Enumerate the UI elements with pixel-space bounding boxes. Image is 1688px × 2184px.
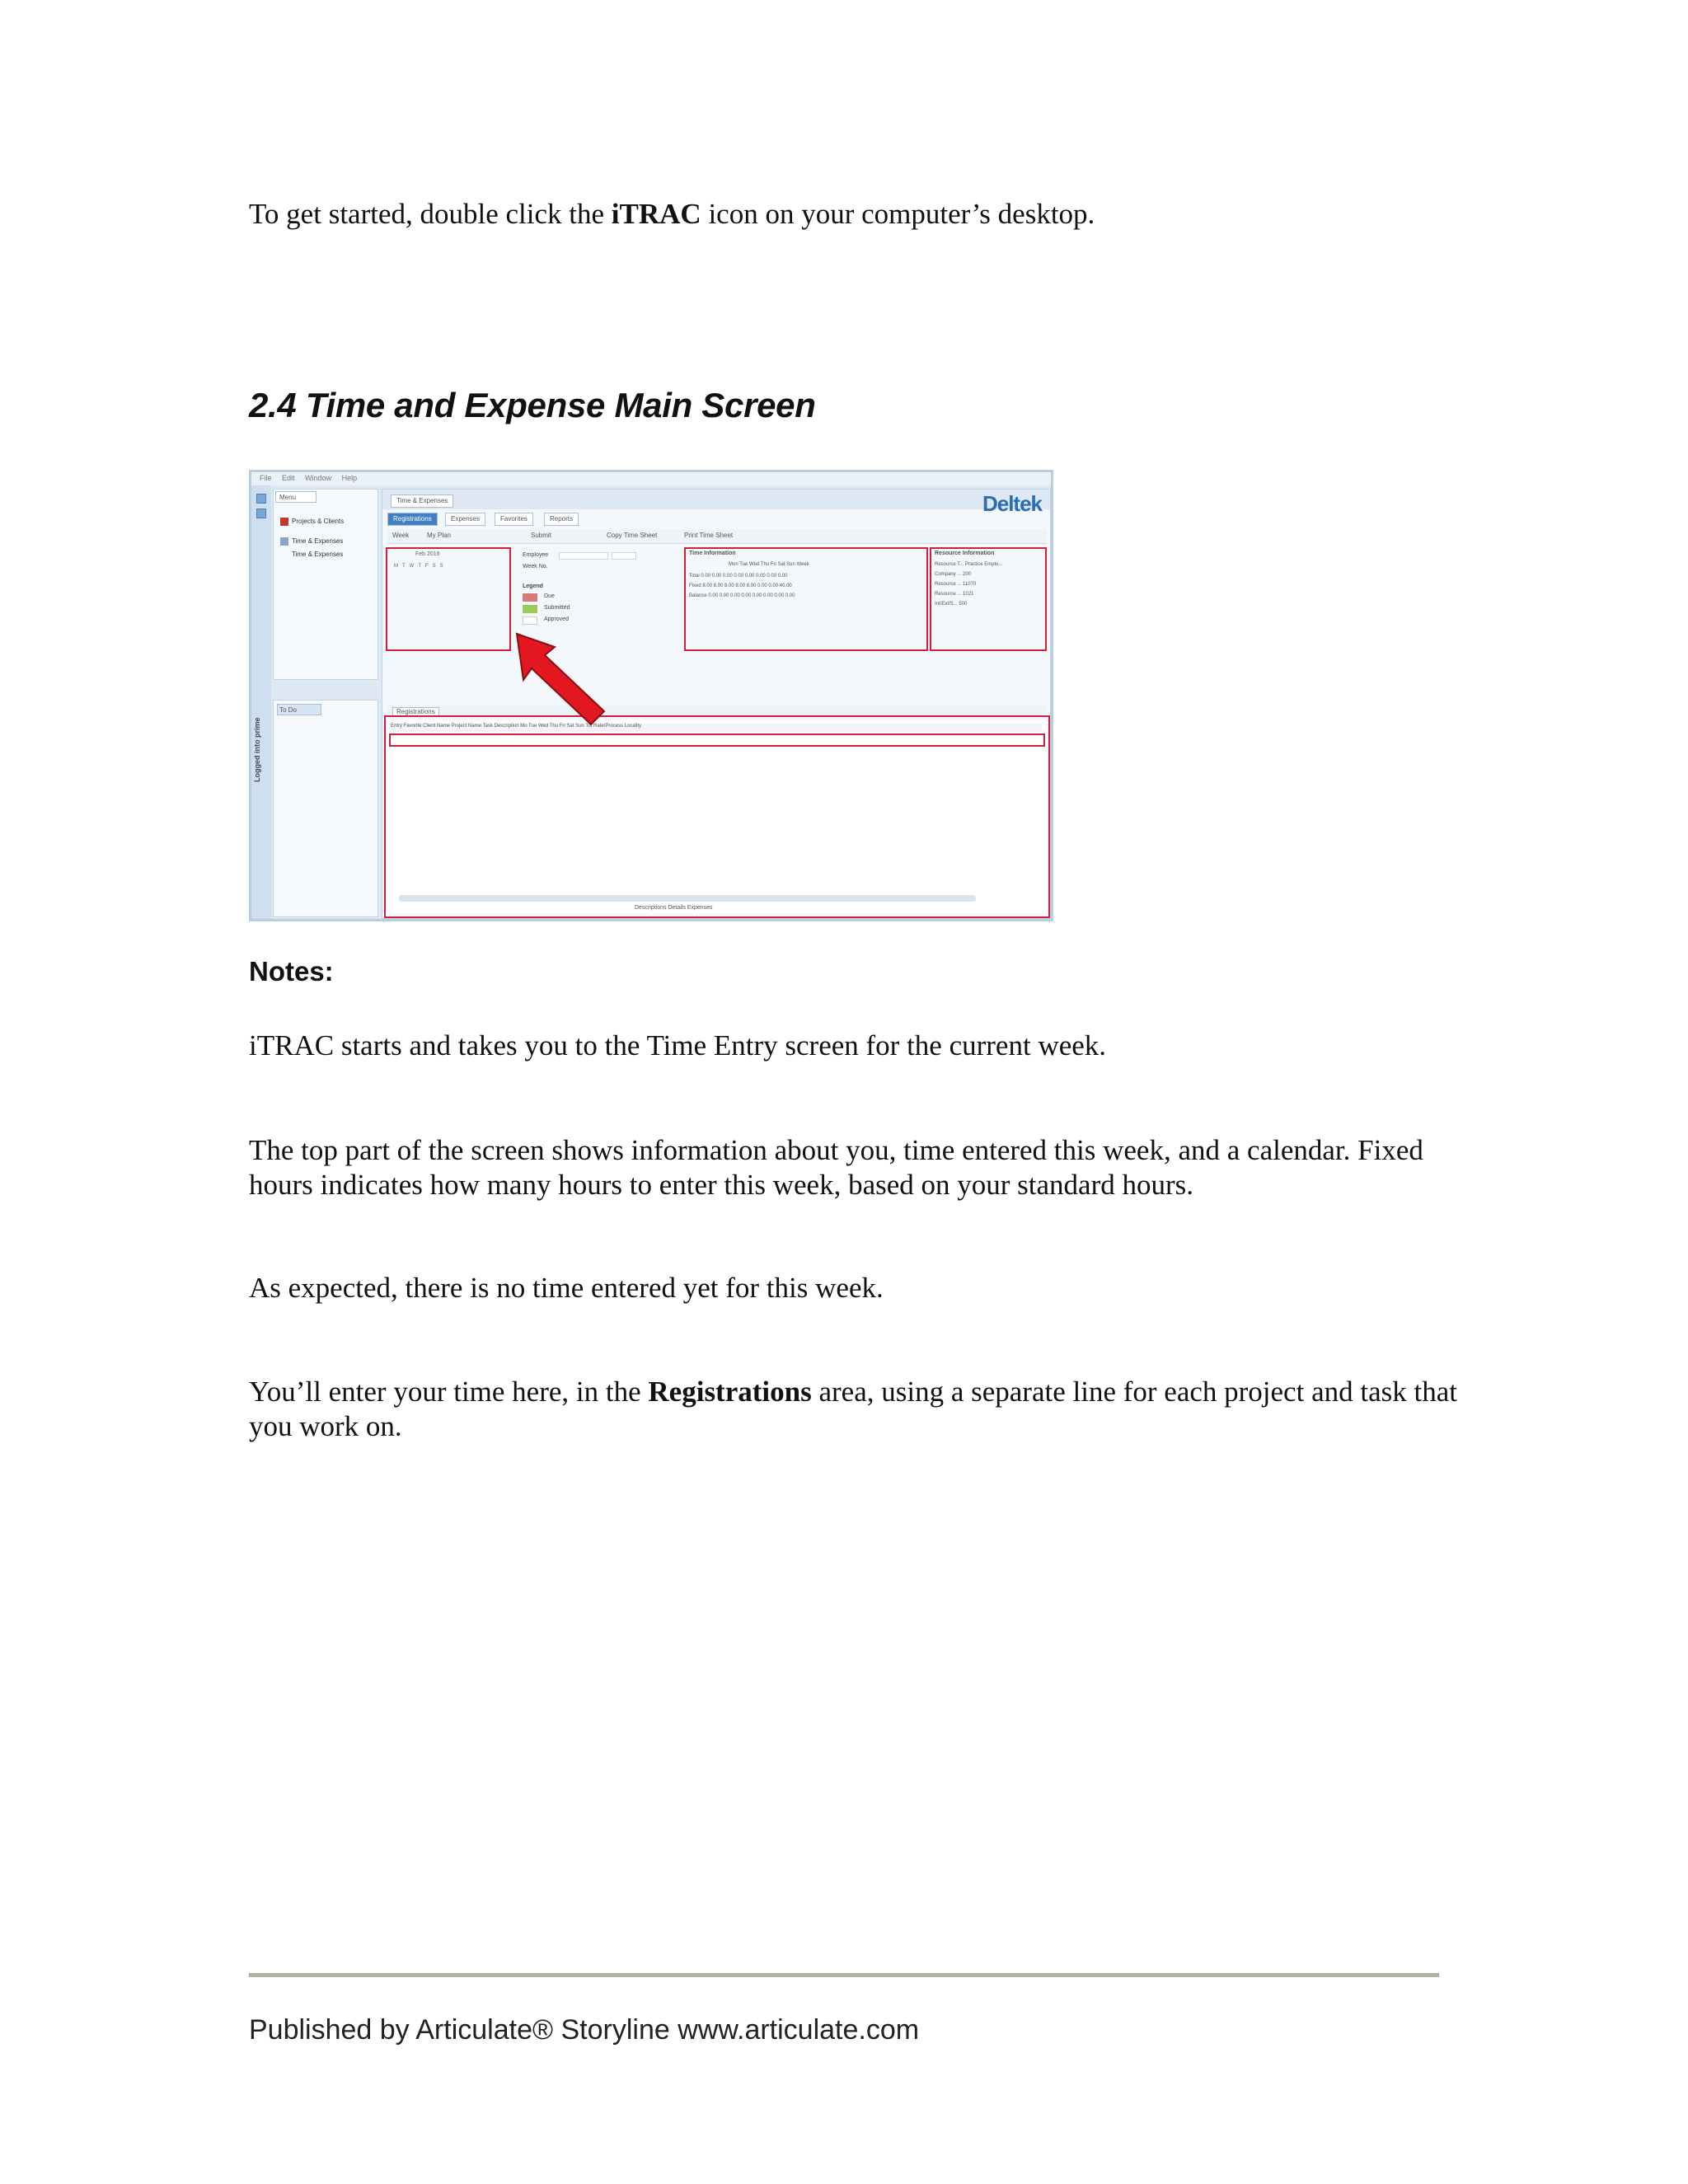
note-paragraph-3: As expected, there is no time entered yet for this week. (249, 1272, 884, 1304)
resource-info-row: Resource ... 11070 (935, 582, 977, 587)
resource-info-row: Int/Ext/S... 500 (935, 602, 968, 607)
legend-submitted-swatch (523, 605, 537, 613)
todo-tab[interactable]: To Do (277, 704, 321, 715)
menu-edit[interactable]: Edit (282, 474, 295, 482)
resource-info-title: Resource Information (935, 551, 995, 556)
note-paragraph-2: The top part of the screen shows information about you, time entered this week, and a calendar. Fixed hours indicates how many hours to enter this week, based on your standard hours. (249, 1134, 1423, 1201)
resource-info-row: Company ... 200 (935, 572, 972, 577)
grid-new-row[interactable] (389, 733, 1045, 747)
clock-icon (280, 537, 288, 546)
menu-tab[interactable]: Menu (275, 491, 316, 503)
intro-post: icon on your computer’s desktop. (701, 198, 1095, 230)
menu-item-time-expenses-sub[interactable] (292, 551, 343, 558)
time-info-title: Time Information (689, 551, 736, 556)
legend-due-text: Due (544, 593, 555, 599)
deltek-logo: Deltek (982, 491, 1042, 516)
week-button[interactable]: Week (392, 532, 410, 539)
subtab-favorites[interactable]: Favorites (495, 513, 533, 526)
resource-info-row: Resource ... 1021 (935, 592, 974, 597)
grid-bottom-tabs[interactable]: Descriptions Details Expenses (635, 905, 713, 911)
registrations-grid[interactable] (387, 720, 1047, 913)
time-toolbar (387, 529, 1047, 544)
time-info-row-fixed: Fixed 8.00 8.00 8.00 8.00 8.00 0.00 0.00 40.00 (689, 583, 792, 588)
employee-id-field[interactable] (612, 552, 636, 560)
notes-heading: Notes: (249, 956, 334, 987)
week-no-label: Week No. (523, 564, 548, 569)
menu-item-label: Time & Expenses (292, 551, 344, 558)
menu-item-projects[interactable] (280, 518, 344, 526)
time-info-row-total: Total 0.00 0.00 0.00 0.00 0.00 0.00 0.00 0.00 (689, 574, 788, 579)
side-label: Logged into prime (253, 717, 261, 782)
employee-field[interactable] (559, 552, 608, 560)
footer-rule (249, 1973, 1439, 1977)
time-expense-main (382, 489, 1051, 919)
subtab-reports[interactable]: Reports (544, 513, 579, 526)
subtab-registrations[interactable]: Registrations (387, 513, 438, 526)
document-tabstrip (382, 490, 1050, 516)
menu-panel (273, 489, 378, 680)
submit-button[interactable]: Submit (531, 532, 551, 539)
menu-item-time-expenses[interactable] (280, 537, 343, 546)
legend-label: Legend (523, 583, 543, 589)
subtabs (387, 513, 1047, 527)
employee-label: Employee (523, 552, 549, 558)
rail-pin-icon[interactable] (256, 494, 266, 504)
note-4-pre: You’ll enter your time here, in the (249, 1376, 649, 1408)
grid-hscroll[interactable] (399, 895, 976, 902)
intro-pre: To get started, double click the (249, 198, 612, 230)
tab-time-expenses[interactable]: Time & Expenses (391, 494, 453, 508)
rail-info-icon[interactable] (256, 509, 266, 518)
note-paragraph-1: iTRAC starts and takes you to the Time Entry screen for the current week. (249, 1029, 1107, 1062)
app-menubar (251, 472, 1051, 485)
grid-tab-registrations[interactable]: Registrations (392, 707, 439, 716)
legend-due-swatch (523, 593, 537, 602)
itrac-screenshot (249, 470, 1053, 921)
menu-item-label: Projects & Clients (292, 518, 345, 526)
legend-submitted-text: Submitted (544, 605, 570, 611)
print-timesheet-button[interactable]: Print Time Sheet (684, 532, 734, 539)
intro-text (249, 196, 1095, 232)
menu-window[interactable]: Window (305, 474, 332, 482)
grid-header: Entry Favorite Client Name Project Name Task Description Mo Tue Wed Thu Fri Sat Sun Tot Rate/Process Locality (391, 724, 1042, 732)
my-plan-button[interactable]: My Plan (427, 532, 451, 539)
note-paragraph-4 (249, 1375, 1469, 1444)
time-info-row-balance: Balance 0.00 0.00 0.00 0.00 0.00 0.00 0.00 0.00 (689, 593, 795, 598)
time-info-header: Mon Tue Wed Thu Fri Sat Sun Week (729, 562, 809, 567)
red-arrow-icon (512, 632, 611, 731)
menu-file[interactable]: File (260, 474, 272, 482)
resource-info-row: Resource T... Practice Emplo... (935, 562, 1003, 567)
footer-text: Published by Articulate® Storyline www.articulate.com (249, 2014, 920, 2046)
legend-approved-swatch (523, 616, 537, 625)
intro-bold: iTRAC (611, 198, 701, 230)
projects-icon (280, 518, 288, 526)
menu-item-label: Time & Expenses (292, 537, 344, 546)
note-4-post: area, using a separate line for each project and task that you work on. (249, 1376, 1457, 1442)
menu-help[interactable]: Help (341, 474, 358, 482)
subtab-expenses[interactable]: Expenses (445, 513, 485, 526)
calendar-month: Feb 2016 (415, 551, 440, 557)
todo-panel (273, 700, 378, 917)
section-heading: 2.4 Time and Expense Main Screen (249, 386, 816, 424)
calendar-days[interactable]: M T W T F S S (394, 564, 443, 569)
note-4-bold: Registrations (648, 1376, 812, 1408)
copy-timesheet-button[interactable]: Copy Time Sheet (607, 532, 658, 539)
left-rail (251, 485, 271, 921)
legend-approved-text: Approved (544, 616, 569, 622)
